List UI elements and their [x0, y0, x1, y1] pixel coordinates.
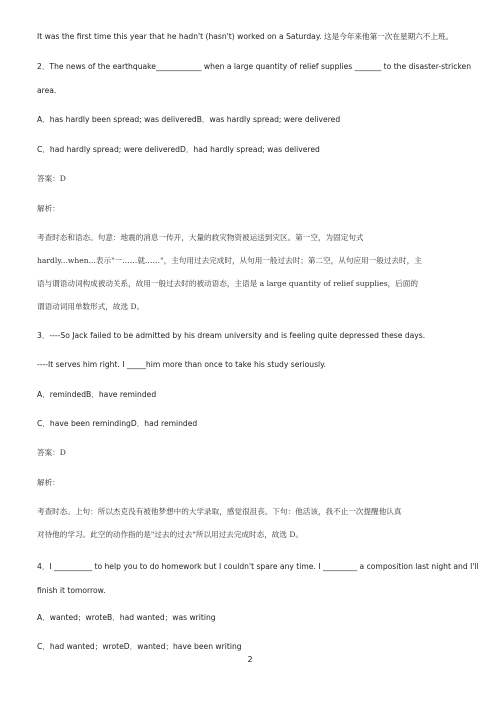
q3-stem-line-2: ----It serves him right. I _____him more than once to take his study seriously. — [37, 360, 326, 369]
q2-stem-line-1: 2．The news of the earthquake____________ when a large quantity of relief supplies _______ to the disaster-stricken — [37, 62, 472, 71]
q2-answer: 答案：D — [37, 174, 66, 183]
q4-options-cd: C．had wanted；wroteD．wanted；have been writing — [37, 642, 242, 651]
q2-options-cd: C．had hardly spread; were deliveredD．had hardly spread; was delivered — [37, 145, 320, 154]
page-number: 2 — [247, 655, 253, 664]
q3-options-ab: A．remindedB．have reminded — [37, 390, 157, 399]
q3-answer: 答案：D — [37, 448, 66, 457]
q2-analysis-line-4: 谓语动词用单数形式，故选 D。 — [37, 302, 145, 311]
q3-stem-line-1: 3．----So Jack failed to be admitted by his dream university and is feeling quite depressed these days. — [37, 331, 426, 340]
q4-stem-line-2: finish it tomorrow. — [37, 586, 106, 595]
q2-analysis-label: 解析： — [37, 204, 60, 213]
q4-options-ab: A．wanted；wroteB．had wanted；was writing — [37, 613, 216, 622]
q4-stem-line-1: 4．I __________ to help you to do homework but I couldn't spare any time. I _________ a composition last night and I'll — [37, 562, 479, 571]
q3-analysis-label: 解析： — [37, 478, 60, 487]
q2-stem-line-2: area. — [37, 86, 57, 95]
q3-analysis-line-2: 对待他的学习。此空的动作指的是"过去的过去"所以用过去完成时态，故选 D。 — [37, 530, 304, 539]
q1-translation-line: It was the first time this year that he hadn't (hasn't) worked on a Saturday. 这是今年来他第一次在星期六不上班。 — [37, 32, 454, 41]
q2-analysis-line-3: 语与谓语动词构成被动关系，故用一般过去时的被动语态，主语是 a large quantity of relief supplies，后面的 — [37, 279, 418, 288]
q2-analysis-line-1: 考查时态和语态。句意：地震的消息一传开，大量的救灾物资被运送到灾区。第一空，为固定句式 — [37, 233, 364, 242]
q3-analysis-line-1: 考查时态。上句：所以杰克没有被他梦想中的大学录取，感觉很沮丧。下句：他活该，我不止一次提醒他认真 — [37, 507, 402, 516]
q2-options-ab: A．has hardly been spread; was deliveredB．was hardly spread; were delivered — [37, 115, 341, 124]
q3-options-cd: C．have been remindingD．had reminded — [37, 419, 198, 428]
q2-analysis-line-2: hardly...when...表示"一……就……"，主句用过去完成时，从句用一般过去时；第二空，从句应用一般过去时，主 — [37, 256, 422, 265]
